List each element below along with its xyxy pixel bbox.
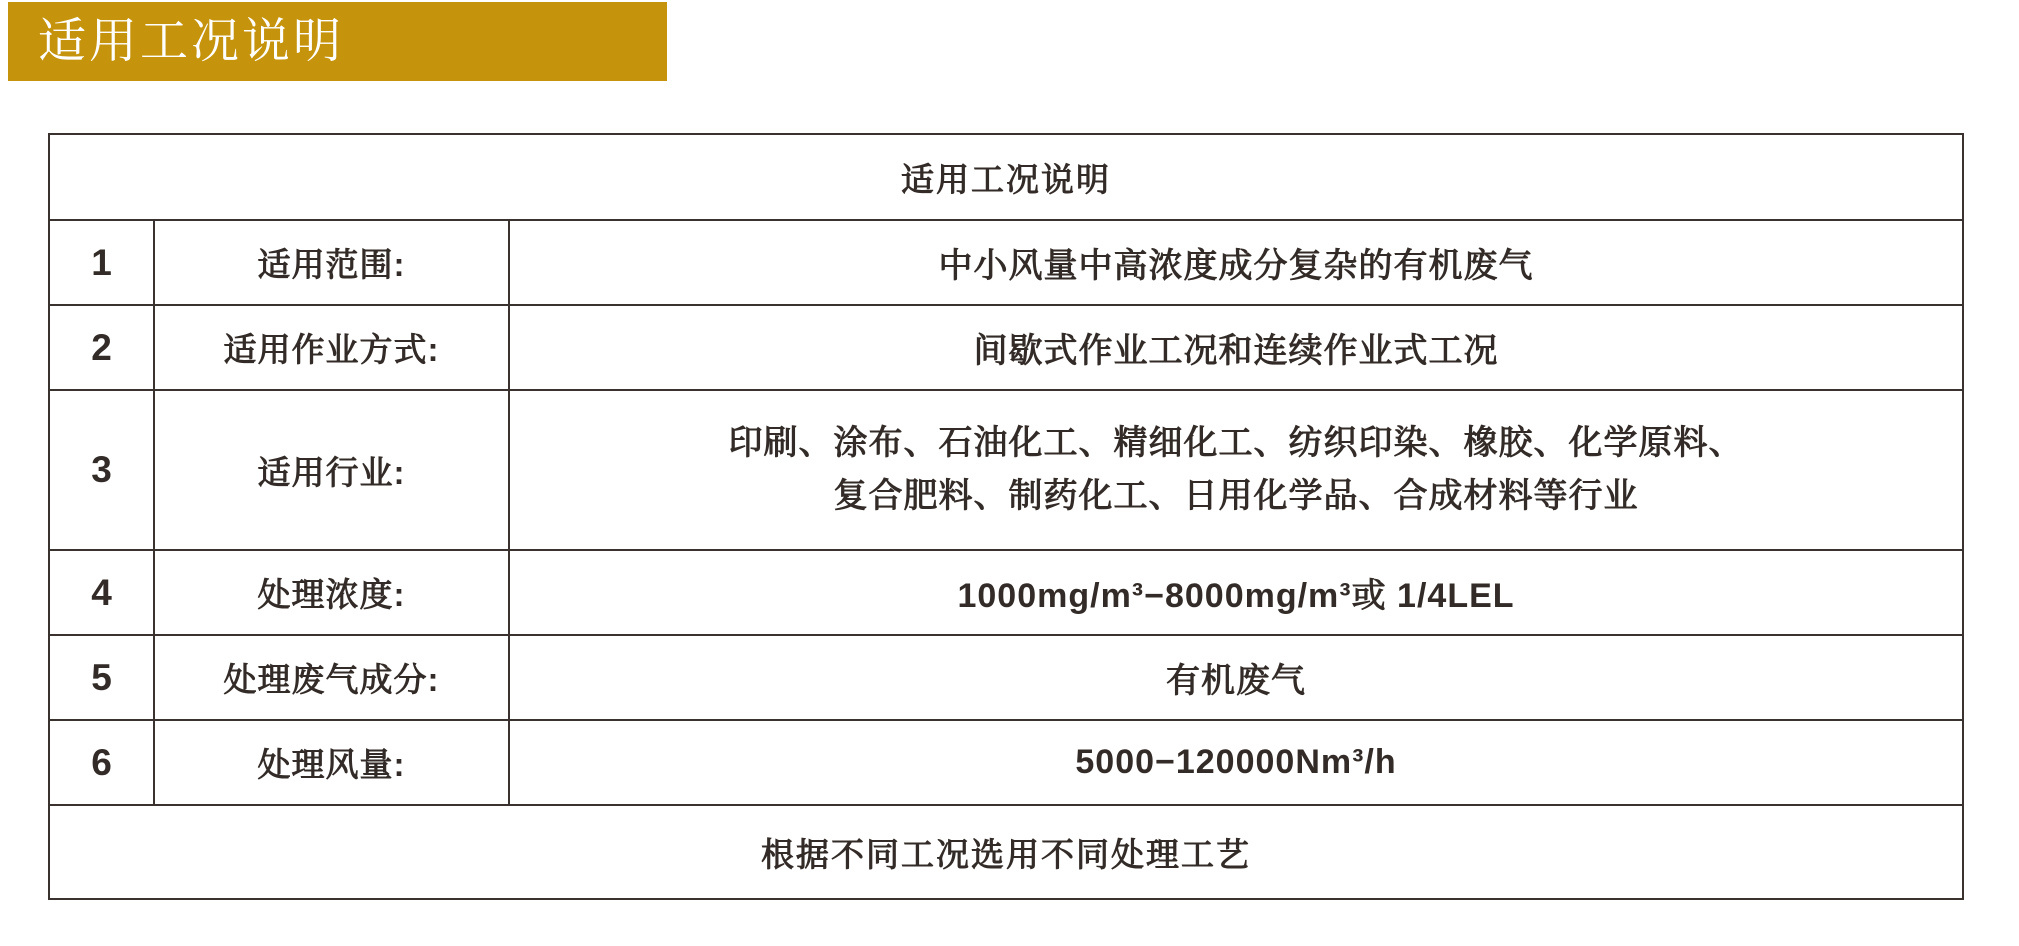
conditions-table (48, 133, 1964, 900)
table-row (49, 220, 1963, 305)
row-number: 4 (49, 550, 154, 635)
row-label: 适用行业: (154, 390, 509, 550)
row-value: 5000−120000Nm³/h (509, 720, 1963, 805)
row-number: 5 (49, 635, 154, 720)
row-label: 处理风量: (154, 720, 509, 805)
table-footer-row (49, 805, 1963, 899)
table-title: 适用工况说明 (49, 134, 1963, 220)
table-row (49, 305, 1963, 390)
table-row (49, 635, 1963, 720)
table-row (49, 390, 1963, 550)
table-row (49, 550, 1963, 635)
row-label: 处理废气成分: (154, 635, 509, 720)
section-banner-title: 适用工况说明 (38, 14, 345, 68)
row-value: 有机废气 (509, 635, 1963, 720)
row-value-line-1: 印刷、涂布、石油化工、精细化工、纺织印染、橡胶、化学原料、 (728, 424, 1744, 463)
section-banner (8, 2, 667, 81)
row-value: 1000mg/m³−8000mg/m³或 1/4LEL (509, 550, 1963, 635)
table-title-row (49, 134, 1963, 220)
table-footer-note: 根据不同工况选用不同处理工艺 (49, 805, 1963, 899)
row-value: 间歇式作业工况和连续作业式工况 (509, 305, 1963, 390)
row-value (509, 390, 1963, 550)
row-value: 中小风量中高浓度成分复杂的有机废气 (509, 220, 1963, 305)
row-number: 2 (49, 305, 154, 390)
row-label: 适用范围: (154, 220, 509, 305)
row-value-line-2: 复合肥料、制药化工、日用化学品、合成材料等行业 (833, 477, 1639, 515)
row-label: 适用作业方式: (154, 305, 509, 390)
row-number: 1 (49, 220, 154, 305)
row-number: 6 (49, 720, 154, 805)
table-row (49, 720, 1963, 805)
row-label: 处理浓度: (154, 550, 509, 635)
row-number: 3 (49, 390, 154, 550)
